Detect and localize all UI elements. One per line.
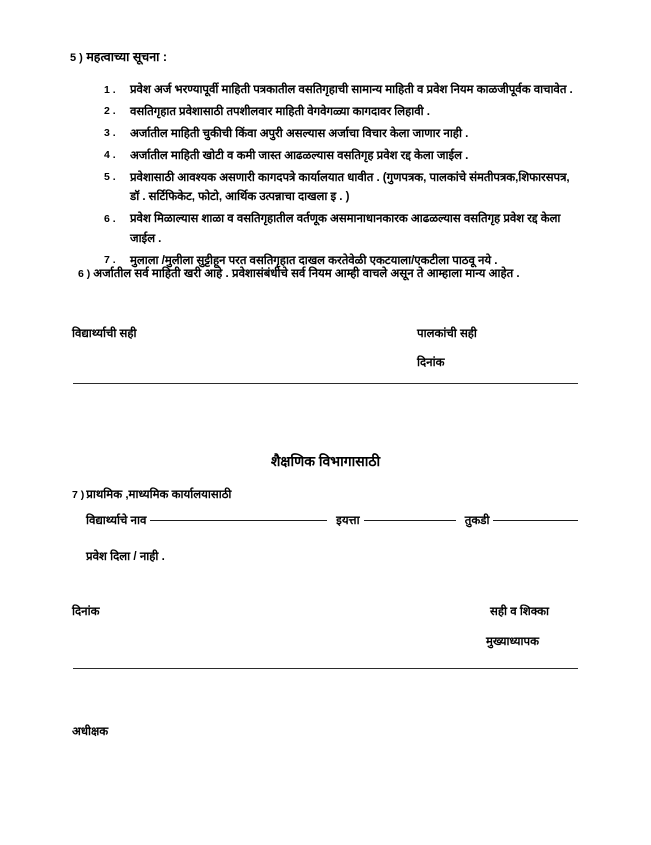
superintendent-label: अधीक्षक (72, 725, 109, 738)
class-blank[interactable] (364, 511, 456, 521)
list-item-text: मुलाला /मुलीला सुट्टीहून परत वसतिगृहात दाखल करतेवेळी एकटयाला/एकटीला पाठवू नये . (130, 253, 498, 267)
admission-decision-label: प्रवेश दिला / नाही . (86, 550, 165, 563)
list-item-text: प्रवेश मिळाल्यास शाळा व वसतिगृहातील वर्तणूक असमानाधानकारक आढळल्यास वसतिगृह प्रवेश रद्द केला (130, 212, 561, 226)
list-item (104, 126, 594, 142)
student-signature-label: विद्यार्थ्याची सही (72, 327, 137, 340)
list-item-marker: 5 . (104, 171, 116, 184)
list-item-text-continuation: जाईल . (130, 231, 162, 245)
section-divider-bottom (73, 668, 578, 669)
list-item-marker: 4 . (104, 149, 116, 162)
signature-date-label: दिनांक (417, 356, 445, 369)
section-5-heading-text: महत्वाच्या सूचना : (86, 50, 168, 64)
parent-signature-label: पालकांची सही (417, 327, 477, 340)
section-6-declaration (78, 266, 588, 281)
section-5-number: 5 ) (70, 52, 83, 64)
student-name-blank[interactable] (150, 511, 327, 521)
department-heading: शैक्षणिक विभागासाठी (270, 453, 381, 469)
list-item (104, 148, 594, 164)
student-details-field-row (86, 513, 578, 528)
section-7-text: प्राथमिक ,माध्यमिक कार्यालयासाठी (86, 488, 232, 501)
student-name-label: विद्यार्थ्याचे नाव (86, 514, 147, 527)
list-item (104, 104, 594, 120)
list-item-marker: 7 . (104, 254, 116, 267)
instructions-list (104, 82, 594, 275)
division-label: तुकडी (464, 514, 490, 527)
list-item-text: अर्जातील माहिती चुकीची किंवा अपुरी असल्यास अर्जाचा विचार केला जाणार नाही . (130, 126, 469, 140)
class-label: इयत्ता (336, 514, 360, 527)
list-item-marker: 1 . (104, 83, 116, 96)
signature-and-stamp-label: सही व शिक्का (490, 605, 549, 618)
list-item (104, 211, 594, 247)
section-7-heading (72, 487, 231, 502)
list-item-marker: 6 . (104, 212, 116, 225)
list-item-marker: 2 . (104, 105, 116, 118)
list-item-marker: 3 . (104, 127, 116, 140)
list-item (104, 170, 594, 206)
list-item (104, 82, 594, 98)
list-item-text: वसतिगृहात प्रवेशासाठी तपशीलवार माहिती वेगवेगळ्या कागदावर लिहावी . (130, 104, 430, 118)
section-6-number: 6 ) (78, 268, 91, 280)
department-date-label: दिनांक (72, 605, 100, 618)
section-6-text: अर्जातील सर्व माहिती खरी आहे . प्रवेशासंबंधीचे सर्व नियम आम्ही वाचले असून ते आम्हाला मान्य आहेत . (93, 267, 520, 280)
list-item-text: अर्जातील माहिती खोटी व कमी जास्त आढळल्यास वसतिगृह प्रवेश रद्द केला जाईल . (130, 148, 469, 162)
section-divider-top (73, 383, 578, 384)
section-5-heading (70, 48, 167, 65)
division-blank[interactable] (493, 511, 578, 521)
list-item-text-continuation: डॉ . सर्टिफिकेट, फोटो, आर्थिक उत्पन्नाचा दाखला इ . ) (130, 190, 350, 204)
headmaster-label: मुख्याध्यापक (486, 635, 540, 648)
list-item-text: प्रवेशासाठी आवश्यक असणारी कागदपत्रे कार्यालयात धावीत . (गुणपत्रक, पालकांचे संमतीपत्रक,शिफारसपत्र, (130, 170, 570, 184)
list-item-text: प्रवेश अर्ज भरण्यापूर्वी माहिती पत्रकातील वसतिगृहाची सामान्य माहिती व प्रवेश नियम काळजीपूर्वक वाचावेत . (130, 83, 573, 96)
section-7-number: 7 ) (72, 489, 85, 501)
